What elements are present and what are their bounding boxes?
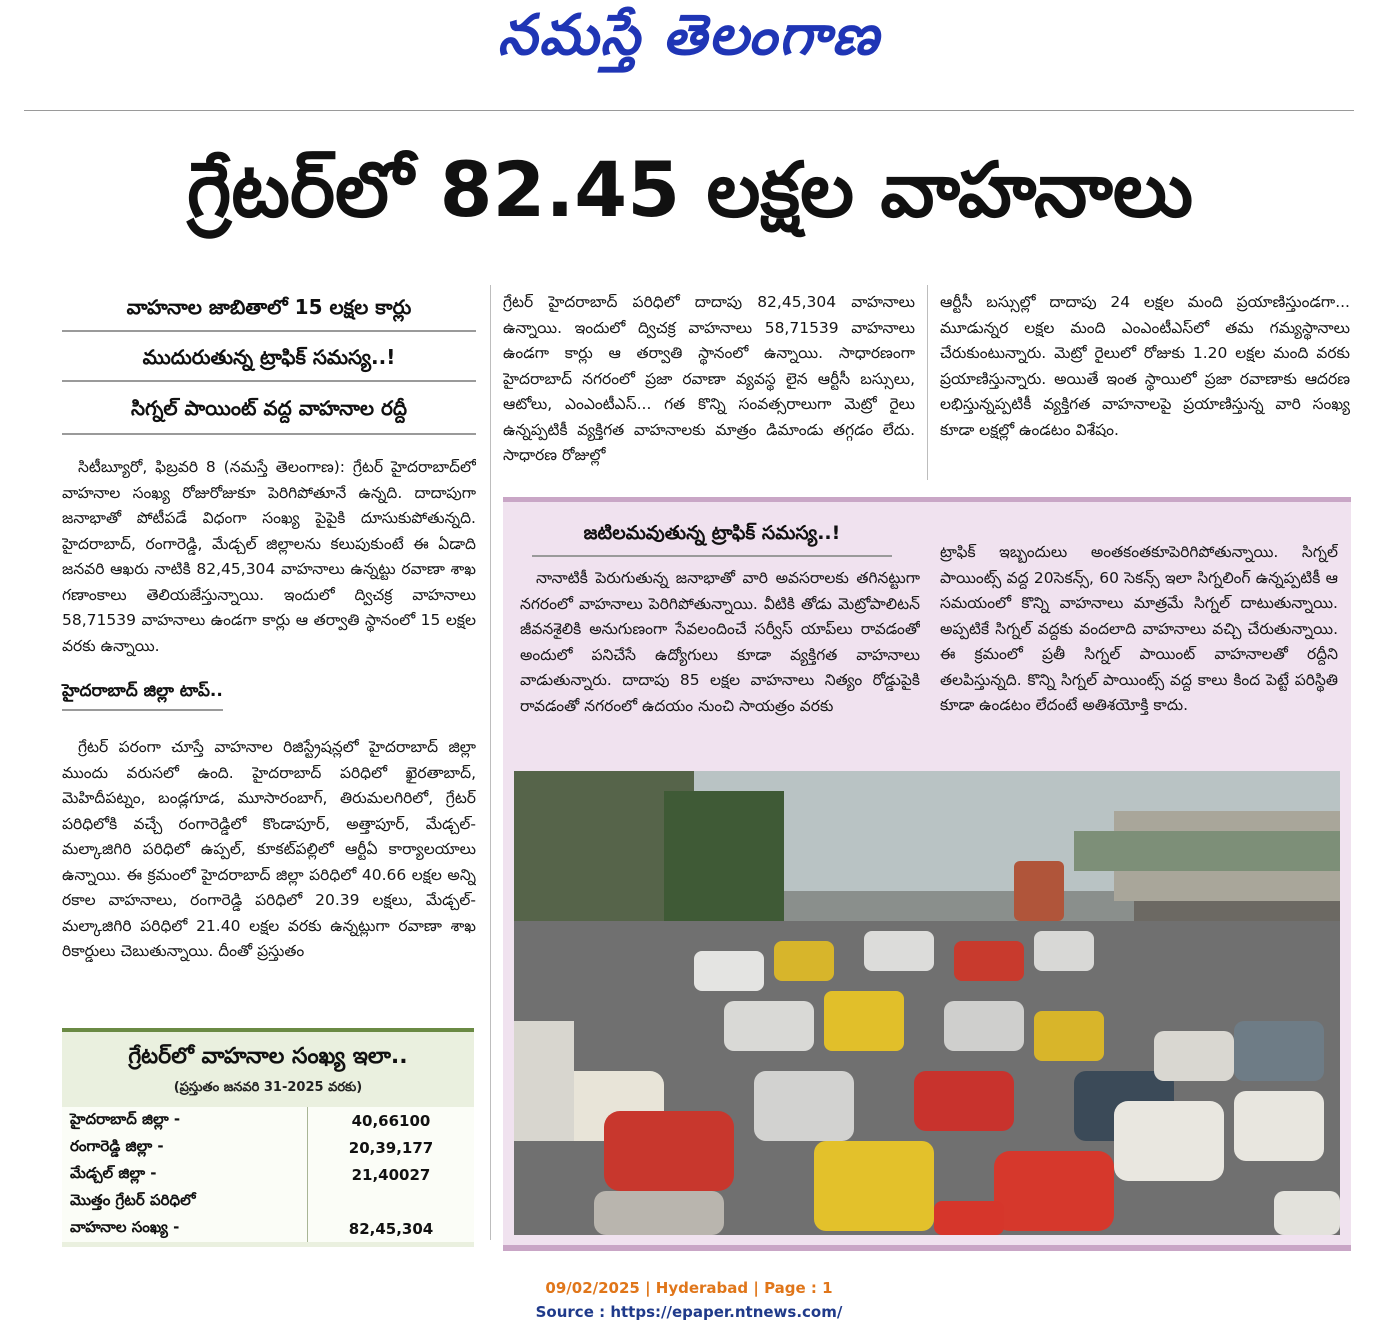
paragraph: గ్రేటర్ పరంగా చూస్తే వాహనాల రిజిస్ట్రేషన్లలో హైదరాబాద్ జిల్లా ముందు వరుసలో ఉంది. హైదరాబాద్ పరిధిలో ఖైరతాబాద్, మెహిదీపట్నం, బండ్లగూడ, మూసారంబాగ్, తిరుమలగిరిలో, గ్రేటర్ పరిధిలోకి వచ్చే రంగారెడ్డిలో కొండాపూర్, అత్తాపూర్, మేడ్చల్-మల్కాజిగిరి పరిధిలో ఉప్పల్, కూకట్‌పల్లిలో ఆర్టీఏ కార్యాలయాలు ఉన్నాయి. ఈ క్రమంలో హైదరాబాద్ జిల్లా పరిధిలో 40.66 లక్షల అన్ని రకాల వాహనాలు, రంగారెడ్డి పరిధిలో 20.39 లక్షలు, మేడ్చల్-మల్కాజిగిరి పరిధిలో 21.40 లక్షల వరకు ఉన్నట్లుగా రవాణా శాఖ రికార్డులు చెబుతున్నాయి. దీంతో ప్రస్తుతం — [62, 738, 476, 960]
paragraph: ఆర్టీసీ బస్సుల్లో దాదాపు 24 లక్షల మంది ప్రయాణిస్తుండగా... మూడున్నర లక్షల మంది ఎంఎంటీఎస్‌లో తమ గమ్యస్థానాలు చేరుకుంటున్నారు. మెట్రో రైలులో రోజుకు 1.20 లక్షల మంది వరకు ప్రయాణిస్తున్నారు. అయితే ఇంత స్థాయిలో ప్రజా రవాణాకు ఆదరణ లభిస్తున్నప్పటికీ వ్యక్తిగత వాహనాలపై ప్రయాణిస్తున్న వారి సంఖ్య కూడా లక్షల్లో ఉండటం విశేషం. — [940, 293, 1350, 439]
vehicle-stats-box — [62, 1028, 474, 1247]
column-3-top — [940, 290, 1350, 490]
footer — [0, 1276, 1378, 1324]
stats-value — [308, 1188, 475, 1215]
traffic-photo-illustration — [514, 771, 1340, 1235]
column-divider — [927, 285, 928, 480]
column-divider — [490, 285, 491, 1240]
masthead-logo: నమస్తే తెలంగాణ — [497, 2, 881, 68]
stats-value: 20,39,177 — [308, 1134, 475, 1161]
box-heading: జటిలమవుతున్న ట్రాఫిక్ సమస్య..! — [532, 522, 892, 557]
subhead-divider — [62, 330, 476, 332]
paragraph: సిటీబ్యూరో, ఫిబ్రవరి 8 (నమస్తే తెలంగాణ): గ్రేటర్ హైదరాబాద్‌లో వాహనాల సంఖ్య రోజురోజుకూ పెరిగిపోతూనే ఉన్నది. దాదాపుగా జనాభాతో పోటీపడే విధంగా సంఖ్య పైపైకి దూసుకుపోతున్నది. హైదరాబాద్, రంగారెడ్డి, మేడ్చల్ జిల్లాలను కలుపుకుంటే ఈ ఏడాది జనవరి ఆఖరు నాటికి 82,45,304 వాహనాలు ఉన్నట్టు రవాణా శాఖ గణాంకాలు తెలియజేస్తున్నాయి. ఇందులో ద్విచక్ర వాహనాలు 58,71539 వాహనాలు ఉండగా కార్లు ఆ తర్వాతి స్థానంలో 15 లక్షల వరకు ఉన్నాయి. — [62, 458, 476, 655]
box-right-column — [940, 540, 1338, 762]
stats-table — [62, 1107, 474, 1242]
column-1-intro — [62, 455, 476, 670]
crosshead-hyderabad-top: హైదరాబాద్ జిల్లా టాప్.. — [62, 681, 223, 711]
stats-subtitle: (ప్రస్తుతం జనవరి 31-2025 వరకు) — [173, 1080, 363, 1095]
stats-label: మొత్తం గ్రేటర్ పరిధిలో — [70, 1190, 196, 1209]
box-bottom-bar — [503, 1245, 1351, 1251]
subhead-3: సిగ్నల్ పాయింట్ వద్ద వాహనాల రద్దీ — [130, 396, 408, 420]
box-left-column — [520, 566, 920, 761]
traffic-photo — [514, 771, 1340, 1235]
footer-date-line: 09/02/2025 | Hyderabad | Page : 1 — [545, 1279, 833, 1297]
stats-label: రంగారెడ్డి జిల్లా - — [70, 1136, 164, 1155]
stats-value: 82,45,304 — [308, 1215, 475, 1242]
table-row — [62, 1107, 474, 1134]
headline: గ్రేటర్‌లో 82.45 లక్షల వాహనాలు — [186, 145, 1194, 234]
paragraph: గ్రేటర్ హైదరాబాద్ పరిధిలో దాదాపు 82,45,304 వాహనాలు ఉన్నాయి. ఇందులో ద్విచక్ర వాహనాలు 58,71539 వాహనాలు ఉండగా కార్లు ఆ తర్వాతి స్థానంలో ఉన్నాయి. సాధారణంగా హైదరాబాద్ నగరంలో ప్రజా రవాణా వ్యవస్థ లైన ఆర్టీసీ బస్సులు, ఆటోలు, ఎంఎంటీఎస్... గత కొన్ని సంవత్సరాలుగా మెట్రో రైలు ఉన్నప్పటికీ వ్యక్తిగత వాహనాలకు మాత్రం డిమాండు తగ్గడం లేదు. సాధారణ రోజుల్లో — [503, 293, 915, 464]
table-row — [62, 1188, 474, 1215]
stats-label: వాహనాల సంఖ్య - — [70, 1217, 180, 1236]
subhead-divider — [62, 433, 476, 435]
paragraph: నానాటికీ పెరుగుతున్న జనాభాతో వారి అవసరాలకు తగినట్టుగా నగరంలో వాహనాలు పెరిగిపోతున్నాయి. వీటికి తోడు మెట్రోపాలిటన్ జీవనశైలికి అనుగుణంగా సేవలందించే సర్వీస్ యాప్‌లు రావడంతో అందులో పనిచేసే ఉద్యోగులు కూడా వ్యక్తిగత వాహనాలు వాడుతున్నారు. దాదాపు 85 లక్షల వాహనాలు నిత్యం రోడ్డుపైకి రావడంతో నగరంలో ఉదయం నుంచి సాయత్రం వరకు — [520, 569, 920, 715]
stats-value: 21,40027 — [308, 1161, 475, 1188]
stats-label: హైదరాబాద్ జిల్లా - — [70, 1109, 181, 1128]
paragraph: ట్రాఫిక్ ఇబ్బందులు అంతకంతకూపెరిగిపోతున్నాయి. సిగ్నల్ పాయింట్స్ వద్ద 20సెకన్స్, 60 సెకన్స్ ఇలా సిగ్నలింగ్ ఉన్నప్పటికీ ఆ సమయంలో కొన్ని వాహనాలు మాత్రమే సిగ్నల్ దాటుతున్నాయి. అప్పటికే సిగ్నల్ వద్దకు వందలాది వాహనాలు వచ్చి చేరుతున్నాయి. ఈ క్రమంలో ప్రతీ సిగ్నల్ పాయింట్ వాహనాలతో రద్దీని తలపిస్తున్నది. కొన్ని సిగ్నల్ పాయింట్స్ వద్ద కాలు కింద పెట్టే పరిస్థితి కూడా ఉండటం లేదంటే అతిశయోక్తి కాదు. — [940, 543, 1338, 714]
table-row — [62, 1215, 474, 1242]
column-1-body — [62, 735, 476, 1010]
column-2-top — [503, 290, 915, 490]
subhead-divider — [62, 380, 476, 382]
table-row — [62, 1161, 474, 1188]
subhead-2: ముదురుతున్న ట్రాఫిక్ సమస్య..! — [142, 345, 396, 369]
subhead-1: వాహనాల జాబితాలో 15 లక్షల కార్లు — [126, 295, 412, 319]
footer-source-line: Source : https://epaper.ntnews.com/ — [535, 1303, 843, 1321]
stats-label: మేడ్చల్ జిల్లా - — [70, 1163, 157, 1182]
table-row — [62, 1134, 474, 1161]
masthead-rule — [24, 110, 1354, 111]
stats-value: 40,66100 — [308, 1107, 475, 1134]
stats-title: గ్రేటర్‌లో వాహనాల సంఖ్య ఇలా.. — [128, 1044, 408, 1069]
